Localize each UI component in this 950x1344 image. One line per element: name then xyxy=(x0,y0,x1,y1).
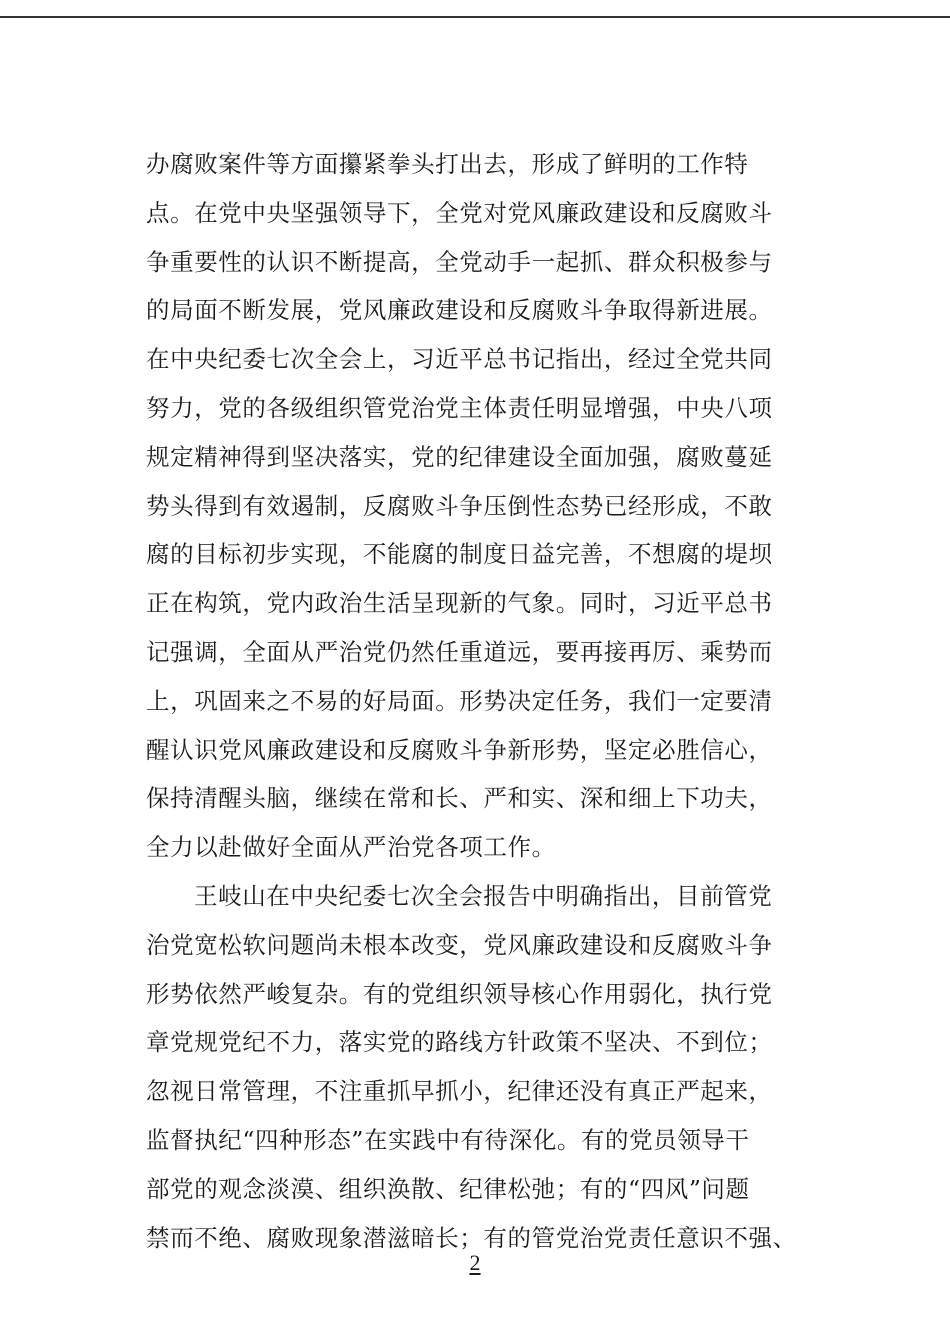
text-line: 上，巩固来之不易的好局面。形势决定任务，我们一定要清 xyxy=(146,686,773,715)
text-line: 规定精神得到坚决落实，党的纪律建设全面加强，腐败蔓延 xyxy=(146,442,773,471)
text-line: 记强调，全面从严治党仍然任重道远，要再接再厉、乘势而 xyxy=(146,637,773,666)
text-line: 点。在党中央坚强领导下，全党对党风廉政建设和反腐败斗 xyxy=(146,198,773,227)
text-line: 在中央纪委七次全会上，习近平总书记指出，经过全党共同 xyxy=(146,345,773,374)
text-line: 全力以赴做好全面从严治党各项工作。 xyxy=(146,833,556,862)
text-line: 的局面不断发展，党风廉政建设和反腐败斗争取得新进展。 xyxy=(146,296,773,325)
header-rule xyxy=(0,16,950,18)
text-line: 醒认识党风廉政建设和反腐败斗争新形势，坚定必胜信心， xyxy=(146,735,773,764)
text-line: 治党宽松软问题尚未根本改变，党风廉政建设和反腐败斗争 xyxy=(146,930,773,959)
text-line: 部党的观念淡漠、组织涣散、纪律松弛；有的“四风”问题 xyxy=(146,1174,750,1203)
text-line: 忽视日常管理，不注重抓早抓小，纪律还没有真正严起来， xyxy=(146,1077,773,1106)
text-line: 禁而不绝、腐败现象潜滋暗长；有的管党治党责任意识不强、 xyxy=(146,1223,797,1252)
page-number: 2 xyxy=(469,1250,481,1275)
text-line: 势头得到有效遏制，反腐败斗争压倒性态势已经形成，不敢 xyxy=(146,491,773,520)
text-line: 办腐败案件等方面攥紧拳头打出去，形成了鲜明的工作特 xyxy=(146,150,749,178)
paragraph-start-line: 王岐山在中央纪委七次全会报告中明确指出，目前管党 xyxy=(194,881,773,910)
document-body xyxy=(146,140,826,1262)
text-line: 争重要性的认识不断提高，全党动手一起抓、群众积极参与 xyxy=(146,247,773,276)
text-line: 形势依然严峻复杂。有的党组织领导核心作用弱化，执行党 xyxy=(146,979,773,1008)
text-line: 正在构筑，党内政治生活呈现新的气象。同时，习近平总书 xyxy=(146,589,773,618)
text-line: 努力，党的各级组织管党治党主体责任明显增强，中央八项 xyxy=(146,393,773,422)
text-line: 腐的目标初步实现，不能腐的制度日益完善，不想腐的堤坝 xyxy=(146,540,773,569)
text-line: 保持清醒头脑，继续在常和长、严和实、深和细上下功夫， xyxy=(146,784,773,813)
text-line: 章党规党纪不力，落实党的路线方针政策不坚决、不到位； xyxy=(146,1028,773,1057)
text-line: 监督执纪“四种形态”在实践中有待深化。有的党员领导干 xyxy=(146,1125,750,1154)
